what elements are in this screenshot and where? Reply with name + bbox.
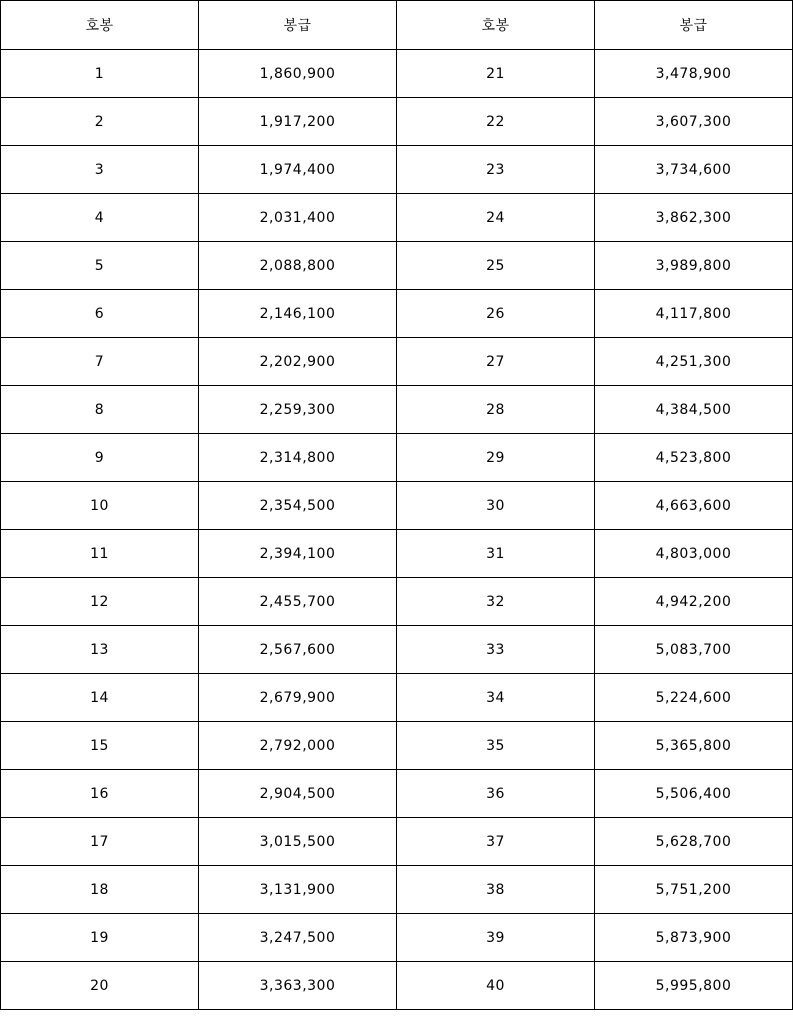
step-cell-left: 10	[1, 482, 199, 530]
pay-cell-left: 2,394,100	[199, 530, 397, 578]
step-cell-left: 1	[1, 50, 199, 98]
table-row	[1, 866, 793, 914]
step-cell-left: 19	[1, 914, 199, 962]
step-cell-left: 14	[1, 674, 199, 722]
table-row	[1, 50, 793, 98]
table-row	[1, 722, 793, 770]
pay-cell-right: 4,803,000	[595, 530, 793, 578]
pay-cell-right: 3,478,900	[595, 50, 793, 98]
table-row	[1, 98, 793, 146]
pay-cell-right: 4,663,600	[595, 482, 793, 530]
pay-cell-left: 3,015,500	[199, 818, 397, 866]
table-row	[1, 578, 793, 626]
table-row	[1, 482, 793, 530]
step-cell-right: 35	[397, 722, 595, 770]
step-cell-left: 16	[1, 770, 199, 818]
table-row	[1, 434, 793, 482]
table-body	[1, 50, 793, 1010]
step-cell-left: 2	[1, 98, 199, 146]
step-cell-left: 8	[1, 386, 199, 434]
pay-cell-left: 2,679,900	[199, 674, 397, 722]
header-step-left: 호봉	[1, 1, 199, 50]
step-cell-left: 15	[1, 722, 199, 770]
step-cell-right: 28	[397, 386, 595, 434]
pay-cell-left: 2,354,500	[199, 482, 397, 530]
step-cell-right: 26	[397, 290, 595, 338]
pay-cell-left: 2,904,500	[199, 770, 397, 818]
pay-cell-right: 4,523,800	[595, 434, 793, 482]
table-row	[1, 338, 793, 386]
pay-cell-left: 2,259,300	[199, 386, 397, 434]
step-cell-left: 18	[1, 866, 199, 914]
step-cell-left: 4	[1, 194, 199, 242]
step-cell-left: 5	[1, 242, 199, 290]
step-cell-left: 13	[1, 626, 199, 674]
step-cell-left: 12	[1, 578, 199, 626]
step-cell-right: 38	[397, 866, 595, 914]
pay-cell-left: 2,202,900	[199, 338, 397, 386]
header-step-right: 호봉	[397, 1, 595, 50]
pay-cell-left: 2,792,000	[199, 722, 397, 770]
header-row	[1, 1, 793, 50]
pay-cell-left: 2,088,800	[199, 242, 397, 290]
pay-cell-right: 5,506,400	[595, 770, 793, 818]
table-row	[1, 818, 793, 866]
step-cell-right: 37	[397, 818, 595, 866]
step-cell-right: 32	[397, 578, 595, 626]
step-cell-right: 36	[397, 770, 595, 818]
step-cell-right: 33	[397, 626, 595, 674]
table-row	[1, 962, 793, 1010]
pay-cell-right: 5,628,700	[595, 818, 793, 866]
step-cell-right: 25	[397, 242, 595, 290]
step-cell-left: 11	[1, 530, 199, 578]
pay-cell-left: 3,247,500	[199, 914, 397, 962]
table-row	[1, 194, 793, 242]
pay-cell-right: 5,995,800	[595, 962, 793, 1010]
step-cell-right: 21	[397, 50, 595, 98]
pay-cell-right: 3,734,600	[595, 146, 793, 194]
step-cell-right: 40	[397, 962, 595, 1010]
step-cell-left: 6	[1, 290, 199, 338]
pay-cell-right: 3,862,300	[595, 194, 793, 242]
pay-cell-left: 2,567,600	[199, 626, 397, 674]
step-cell-left: 7	[1, 338, 199, 386]
step-cell-left: 3	[1, 146, 199, 194]
table-row	[1, 674, 793, 722]
pay-cell-right: 5,365,800	[595, 722, 793, 770]
pay-cell-left: 1,917,200	[199, 98, 397, 146]
step-cell-left: 9	[1, 434, 199, 482]
header-pay-right: 봉급	[595, 1, 793, 50]
step-cell-right: 27	[397, 338, 595, 386]
table-row	[1, 290, 793, 338]
table-row	[1, 770, 793, 818]
pay-cell-right: 4,117,800	[595, 290, 793, 338]
pay-cell-left: 1,974,400	[199, 146, 397, 194]
pay-cell-left: 1,860,900	[199, 50, 397, 98]
pay-cell-right: 4,942,200	[595, 578, 793, 626]
step-cell-right: 23	[397, 146, 595, 194]
pay-cell-left: 2,455,700	[199, 578, 397, 626]
pay-cell-right: 3,989,800	[595, 242, 793, 290]
pay-cell-right: 5,873,900	[595, 914, 793, 962]
step-cell-right: 24	[397, 194, 595, 242]
table-row	[1, 242, 793, 290]
table-row	[1, 530, 793, 578]
pay-cell-left: 2,314,800	[199, 434, 397, 482]
table-header	[1, 1, 793, 50]
header-pay-left: 봉급	[199, 1, 397, 50]
pay-cell-right: 5,083,700	[595, 626, 793, 674]
step-cell-right: 31	[397, 530, 595, 578]
step-cell-right: 39	[397, 914, 595, 962]
pay-cell-left: 2,146,100	[199, 290, 397, 338]
pay-cell-right: 4,384,500	[595, 386, 793, 434]
step-cell-left: 17	[1, 818, 199, 866]
step-cell-right: 30	[397, 482, 595, 530]
table-row	[1, 626, 793, 674]
step-cell-right: 34	[397, 674, 595, 722]
table-row	[1, 146, 793, 194]
pay-cell-left: 3,363,300	[199, 962, 397, 1010]
step-cell-right: 22	[397, 98, 595, 146]
pay-cell-left: 3,131,900	[199, 866, 397, 914]
table-row	[1, 386, 793, 434]
pay-cell-right: 3,607,300	[595, 98, 793, 146]
table-row	[1, 914, 793, 962]
pay-cell-left: 2,031,400	[199, 194, 397, 242]
pay-cell-right: 4,251,300	[595, 338, 793, 386]
step-cell-right: 29	[397, 434, 595, 482]
pay-cell-right: 5,751,200	[595, 866, 793, 914]
pay-cell-right: 5,224,600	[595, 674, 793, 722]
step-cell-left: 20	[1, 962, 199, 1010]
